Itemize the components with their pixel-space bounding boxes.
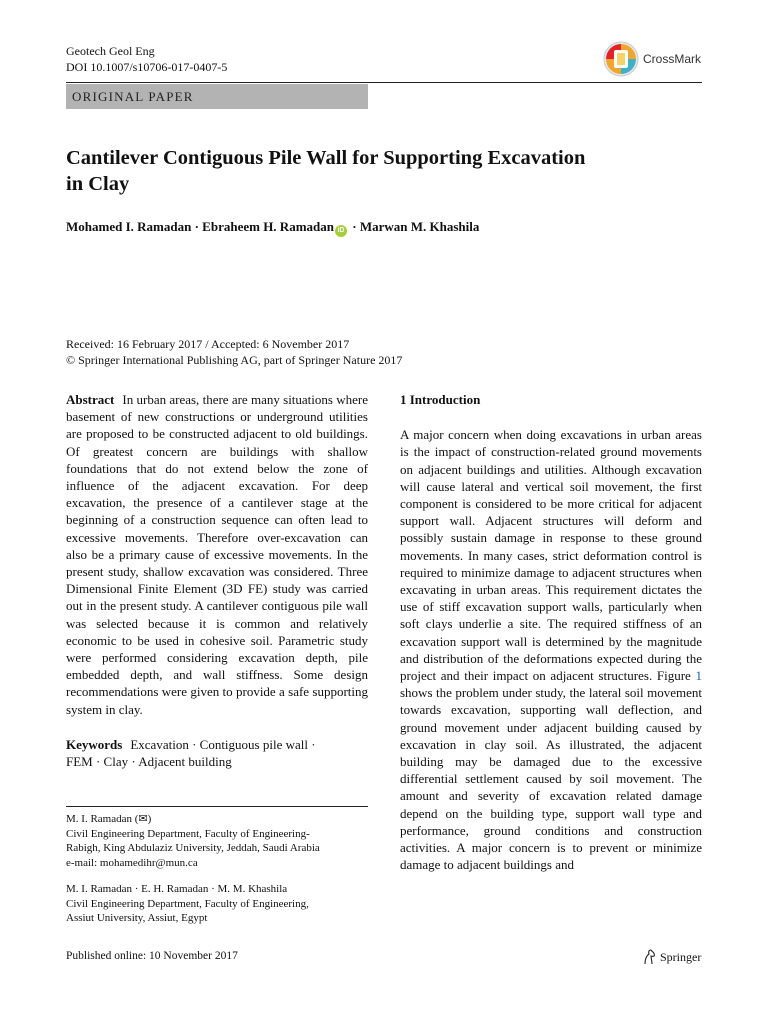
keywords-line-1: Excavation · Contiguous pile wall · <box>130 736 316 752</box>
doi[interactable]: DOI 10.1007/s10706-017-0407-5 <box>66 60 228 74</box>
footnote-affiliation-2 <box>66 882 368 926</box>
author-list <box>66 218 706 237</box>
keywords <box>66 736 368 770</box>
header-rule <box>66 82 702 83</box>
fn1-name: M. I. Ramadan (✉) <box>66 813 152 825</box>
author-3[interactable]: Marwan M. Khashila <box>359 219 480 234</box>
fn2-line-2: Assiut University, Assiut, Egypt <box>66 912 208 924</box>
abstract <box>66 391 368 718</box>
figure-link[interactable]: 1 <box>695 668 702 684</box>
crossmark-label: CrossMark <box>643 52 702 66</box>
springer-label: Springer <box>660 949 702 964</box>
fn1-line-1: Civil Engineering Department, Faculty of Engineering- <box>66 827 310 840</box>
keywords-heading: Keywords <box>66 736 123 752</box>
left-column <box>66 391 368 770</box>
footnote-affiliation-1 <box>66 812 368 870</box>
footnote-rule <box>66 806 368 807</box>
crossmark-icon <box>603 41 639 77</box>
received-accepted: Received: 16 February 2017 / Accepted: 6 November 2017 <box>66 337 350 351</box>
copyright: © Springer International Publishing AG, part of Springer Nature 2017 <box>66 353 403 367</box>
title-line-2: in Clay <box>66 173 130 195</box>
published-online: Published online: 10 November 2017 <box>66 950 238 962</box>
author-separator: · <box>191 219 203 234</box>
title-line-1: Cantilever Contiguous Pile Wall for Supporting Excavation <box>66 147 586 169</box>
abstract-text: In urban areas, there are many situations where basement of new constructions or underground utilities are proposed to be constructed adjacent to old buildings. Of greatest concern are buildings with shallow foundations that do not extend below the zone of influence of the adjacent excavation. For deep excavation, the presence of a cantilever stage at the beginning of a construction sequence can often lead to excessive movements. Therefore over-excavation can also be a primary cause of excessive movements. In the present study, shallow excavation was considered. Three Dimensional Finite Element (3D FE) study was carried out in the present study. A cantilever contiguous pile wall was selected because it is common and relatively economic to be used in cohesive soil. Parametric study were performed considering excavation depth, pile embedded depth, and wall stiffness. Some design recommendations were given to provide a safe supporting system in clay. <box>66 392 368 717</box>
publication-dates <box>66 336 402 368</box>
introduction-heading: 1 Introduction <box>400 392 481 407</box>
fn1-line-2: Rabigh, King Abdulaziz University, Jeddah, Saudi Arabia <box>66 842 320 854</box>
intro-text-before: A major concern when doing excavations in urban areas is the impact of construction-related ground movements on adjacent buildings and utilities. Although excavation will cause lateral and vertical soil movement, the first component is considered to be more critical for adjacent support wall. Adjacent structures will deform and possibly sustain damage in response to these ground movements. In many cases, strict deformation control is required to minimize damage to adjacent structures when excavating in urban areas. This requirement dictates the use of stiff excavation support walls, particularly when soft clays underlie a site. The required stiffness of an excavation support wall is determined by the magnitude and distribution of the deformations expected during the project and their impact on adjacent structures. Figure <box>400 427 702 684</box>
fn2-names: M. I. Ramadan · E. H. Ramadan · M. M. Khashila <box>66 883 288 895</box>
crossmark-badge[interactable] <box>603 41 701 77</box>
springer-logo <box>642 949 701 965</box>
fn1-email[interactable]: e-mail: mohamedihr@mun.ca <box>66 856 198 869</box>
fn2-line-1: Civil Engineering Department, Faculty of Engineering, <box>66 897 309 910</box>
journal-header <box>66 43 227 75</box>
introduction-text <box>400 426 702 873</box>
abstract-heading: Abstract <box>66 392 115 407</box>
paper-title <box>66 145 706 197</box>
keywords-line-2: FEM · Clay · Adjacent building <box>66 754 232 770</box>
author-separator: · <box>348 219 360 234</box>
springer-horse-icon <box>642 949 656 965</box>
orcid-icon[interactable]: iD <box>335 225 347 237</box>
author-1[interactable]: Mohamed I. Ramadan <box>66 219 192 234</box>
journal-name: Geotech Geol Eng <box>66 44 155 58</box>
author-2[interactable]: Ebraheem H. Ramadan <box>202 219 334 234</box>
right-column <box>400 391 702 873</box>
paper-type-banner: ORIGINAL PAPER <box>66 84 368 109</box>
intro-text-after: shows the problem under study, the lateral soil movement towards excavation, supporting wall deflection, and ground movement under adjacent building caused by excavation in clay soil. As illustrated, the adjacent building may be damaged due to the excessive differential settlement caused by soil movement. The amount and severity of excavation related damage depend on the building type, support wall type and performance, ground conditions and construction activities. A major concern is to prevent or minimize damage to adjacent buildings and <box>400 685 702 873</box>
